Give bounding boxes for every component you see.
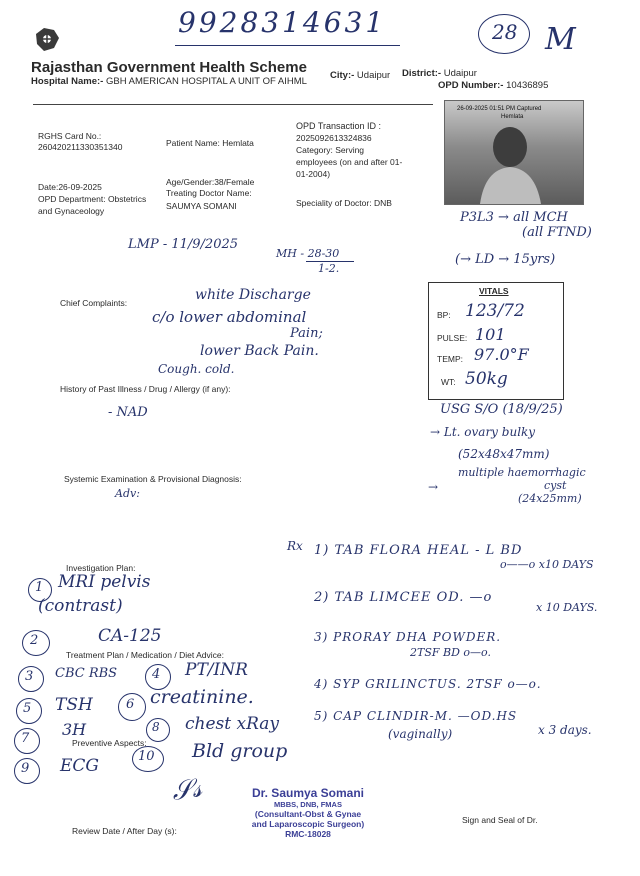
inv-num-10: 10 [138, 749, 155, 764]
pulse-label: PULSE: [437, 333, 468, 343]
opd-dept-value1: Obstetrics [107, 194, 147, 204]
opd-txn-value: 2025092613324836 [296, 133, 372, 143]
treatment-label: Treatment Plan / Medication / Diet Advice: [66, 650, 224, 660]
category-line1: Category: Serving [296, 145, 365, 155]
inv-1b: (contrast) [38, 596, 123, 616]
doctor-stamp [228, 786, 388, 839]
category-line3: 01-2004) [296, 169, 331, 179]
systemic-label: Systemic Examination & Provisional Diagnosis: [64, 474, 242, 484]
photo-name: Hemlata [501, 114, 524, 120]
stamp-line4: and Laparoscopic Surgeon) [251, 819, 365, 829]
wt-label: WT: [441, 377, 456, 387]
usg-line3: (52x48x47mm) [458, 447, 550, 461]
ld-15yrs: (→ LD → 15yrs) [455, 252, 556, 267]
med-1-dose: o——o x10 DAYS [500, 558, 594, 571]
opd-dept-label: OPD Department: [38, 194, 106, 204]
inv-num-3: 3 [25, 669, 34, 684]
person-silhouette [475, 119, 545, 204]
bp-value: 123/72 [465, 301, 525, 321]
opd-number-label: OPD Number:- [438, 80, 504, 91]
inv-3: CBC RBS [55, 666, 118, 681]
inv-num-7: 7 [21, 731, 30, 746]
hospital-value: GBH AMERICAN HOSPITAL A UNIT OF AIHML [105, 76, 307, 87]
hospital-line [31, 76, 307, 87]
bp-label: BP: [437, 310, 451, 320]
inv-num-9: 9 [21, 761, 30, 776]
district-line [402, 68, 477, 79]
treating-doctor-value: SAUMYA SOMANI [166, 201, 237, 211]
med-2: 2) TAB LIMCEE OD. —o [314, 590, 493, 605]
city-label: City:- [330, 70, 355, 81]
rx-symbol: Rx [287, 539, 303, 553]
med-5: 5) CAP CLINDIR-M. —OD.HS [314, 709, 518, 723]
complaint-3: Pain; [290, 326, 323, 341]
usg-line2: → Lt. ovary bulky [430, 425, 536, 439]
med-5-dose: x 3 days. [538, 723, 592, 737]
date-line [38, 182, 102, 193]
phone-number-handwritten: 9928314631 [178, 6, 387, 39]
date-value: 26-09-2025 [58, 182, 102, 192]
stamp-line2: MBBS, DNB, FMAS [274, 800, 342, 809]
complaint-2: c/o lower abdominal [152, 308, 307, 326]
doctor-signature: 𝒮𝓈 [169, 773, 204, 807]
all-ftnd: (all FTND) [522, 225, 592, 240]
inv-1: MRI pelvis [58, 572, 151, 592]
med-3: 3) PRORAY DHA POWDER. [314, 630, 502, 644]
inv-7: 3H [62, 720, 87, 739]
district-value: Udaipur [443, 68, 477, 79]
rghs-value: 260420211330351340 [38, 142, 123, 152]
vitals-title: VITALS [479, 286, 509, 296]
preventive-label: Preventive Aspects: [72, 738, 147, 748]
usg-line6: (24x25mm) [518, 492, 582, 505]
inv-num-6: 6 [126, 697, 135, 712]
history-label: History of Past Illness / Drug / Allergy (if any): [60, 384, 231, 394]
date-label: Date: [38, 182, 59, 192]
sign-seal-label: Sign and Seal of Dr. [462, 815, 538, 825]
rajasthan-logo [32, 24, 62, 54]
opd-number-value: 10436895 [506, 80, 549, 91]
inv-10: Bld group [192, 740, 288, 762]
med-2-dose: x 10 DAYS. [536, 601, 598, 614]
circled-number-text: 28 [492, 20, 518, 44]
speciality-label: Speciality of Doctor: [296, 198, 372, 208]
scheme-title: Rajasthan Government Health Scheme [31, 59, 307, 76]
inv-6: creatinine. [150, 686, 254, 708]
speciality-value: DNB [373, 198, 392, 208]
patient-name-line [166, 138, 254, 149]
med-4: 4) SYP GRILINCTUS. 2TSF o—o. [314, 677, 542, 691]
inv-num-8: 8 [152, 720, 160, 734]
med-3-dose: 2TSF BD o—o. [410, 646, 491, 659]
city-line [330, 70, 390, 81]
chief-complaints-label: Chief Complaints: [60, 298, 128, 308]
stamp-line1: Dr. Saumya Somani [251, 786, 365, 800]
usg-line4: multiple haemorrhagic [458, 466, 586, 479]
age-gender-value: 38/Female [214, 177, 255, 187]
wt-value: 50kg [465, 369, 508, 389]
inv-2: CA-125 [98, 626, 162, 646]
mh-top: MH - 28-30 [276, 247, 340, 260]
history-nad: - NAD [108, 405, 148, 420]
opd-number-line [438, 80, 548, 91]
initials-handwritten: M [545, 22, 576, 57]
rghs-label: RGHS Card No.: [38, 131, 102, 141]
complaint-4: lower Back Pain. [200, 343, 319, 359]
header-divider [33, 104, 433, 105]
review-label: Review Date / After Day (s): [72, 826, 177, 836]
inv-8: chest xRay [185, 714, 280, 734]
systemic-note: Adv: [115, 487, 140, 500]
age-gender-line [166, 177, 254, 188]
med-5-note: (vaginally) [388, 727, 453, 741]
inv-num-5: 5 [23, 701, 32, 716]
inv-num-4: 4 [152, 667, 161, 682]
obstetric-history: P3L3 → all MCH [460, 210, 568, 225]
patient-name-label: Patient Name: [166, 138, 220, 148]
opd-dept-line [38, 194, 146, 205]
vitals-box [428, 282, 564, 400]
pulse-value: 101 [475, 325, 506, 344]
patient-photo [444, 100, 584, 205]
inv-4: PT/INR [185, 660, 248, 680]
patient-name-value: Hemlata [222, 138, 254, 148]
temp-label: TEMP: [437, 354, 463, 364]
photo-caption: 26-09-2025 01:51 PM Captured [457, 106, 542, 112]
district-label: District:- [402, 68, 442, 79]
speciality-line [296, 198, 392, 209]
temp-value: 97.0°F [474, 345, 529, 364]
med-1: 1) TAB FLORA HEAL - L BD [314, 543, 523, 558]
complaint-1: white Discharge [195, 287, 311, 303]
inv-5: TSH [55, 695, 93, 715]
inv-9: ECG [60, 756, 99, 776]
opd-txn-label: OPD Transaction ID : [296, 121, 382, 131]
usg-line1: USG S/O (18/9/25) [440, 402, 563, 417]
usg-line5: cyst [544, 479, 567, 492]
opd-dept-value2: and Gynaceology [38, 206, 105, 216]
hospital-label: Hospital Name:- [31, 76, 104, 87]
lmp-note: LMP - 11/9/2025 [128, 237, 239, 252]
treating-doctor-label: Treating Doctor Name: [166, 188, 252, 198]
mh-bottom: 1-2. [318, 262, 340, 275]
complaint-5: Cough. cold. [158, 362, 235, 376]
city-value: Udaipur [356, 70, 391, 81]
inv-num-2: 2 [30, 633, 39, 648]
investigation-label: Investigation Plan: [66, 563, 136, 573]
stamp-line3: (Consultant-Obst & Gynae [254, 809, 362, 819]
category-line2: employees (on and after 01- [296, 157, 403, 167]
age-gender-label: Age/Gender: [166, 177, 215, 187]
phone-underline [175, 45, 400, 46]
inv-num-1: 1 [35, 580, 44, 595]
stamp-line5: RMC-18028 [285, 829, 331, 839]
usg-arrow: → [428, 480, 439, 494]
